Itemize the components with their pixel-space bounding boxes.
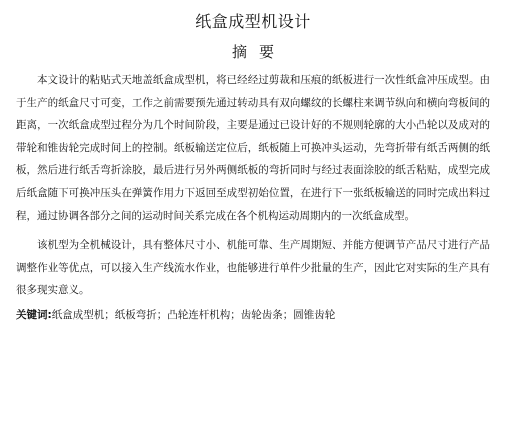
keywords-line <box>16 305 490 325</box>
document-title: 纸盒成型机设计 <box>195 12 311 31</box>
abstract-paragraph-1: 本文设计的粘贴式天地盖纸盒成型机，将已经经过剪裁和压痕的纸板进行一次性纸盒冲压成型。由于生产的纸盒尺寸可变，工作之前需要预先通过转动具有双向螺纹的长螺柱来调节纵向和横向弯板间的距离，一次纸盒成型过程分为几个时间阶段，主要是通过已设计好的不规则轮廓的大小凸轮以及成对的带轮和锥齿轮完成时间上的控制。纸板输送定位后，纸板随上可换冲头运动，先弯折带有纸舌两侧的纸板，然后进行纸舌弯折涂胶，最后进行另外两侧纸板的弯折同时与经过表面涂胶的纸舌粘贴，成型完成后纸盒随下可换冲压头在弹簧作用力下返回至成型初始位置，在进行下一张纸板输送的同时完成出料过程，通过协调各部分之间的运动时间关系完成在各个机构运动周期内的一次纸盒成型。 <box>16 74 490 222</box>
abstract-heading: 摘要 <box>231 43 286 61</box>
keywords-text: 纸盒成型机；纸板弯折；凸轮连杆机构；齿轮齿条；圆锥齿轮 <box>51 309 336 321</box>
abstract-paragraph-2: 该机型为全机械设计，具有整体尺寸小、机能可靠、生产周期短、并能方便调节产品尺寸进行产品调整作业等优点，可以接入生产线流水作业，也能够进行单件少批量的生产，因此它对实际的生产具有很多现实意义。 <box>16 239 490 297</box>
keywords-label: 关键词: <box>16 309 52 321</box>
